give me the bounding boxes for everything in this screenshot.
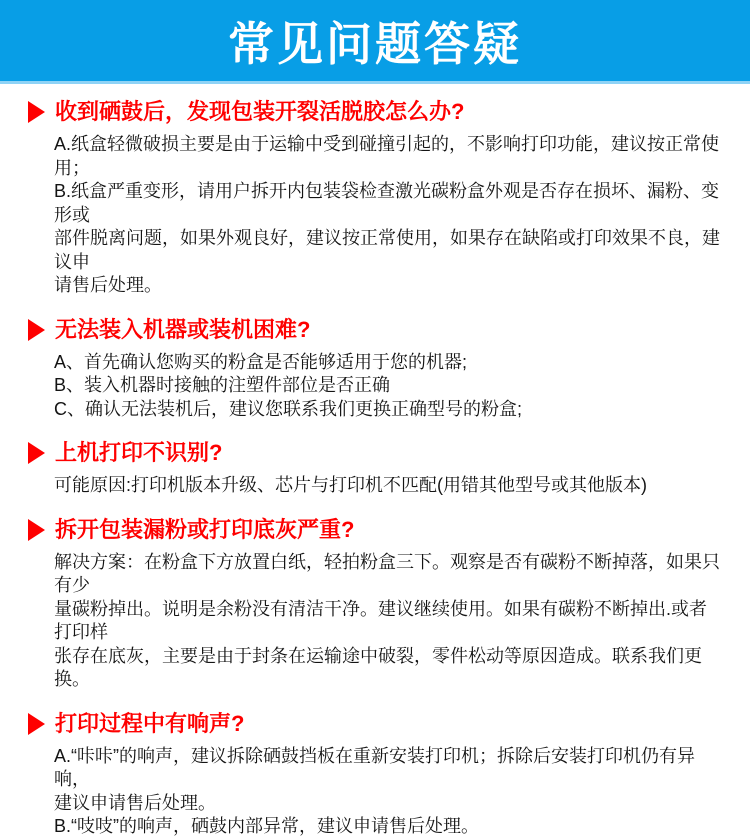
faq-question: 收到硒鼓后，发现包装开裂活脱胶怎么办? — [55, 99, 465, 124]
faq-answer-line: C、确认无法装机后，建议您联系我们更换正确型号的粉盒; — [54, 398, 522, 419]
faq-answer — [28, 551, 724, 692]
faq-answer — [28, 351, 724, 422]
faq-section — [28, 441, 724, 498]
faq-answer-line: 建议申请售后处理。 — [54, 792, 216, 813]
arrow-right-icon — [28, 442, 45, 464]
faq-answer-line: A、首先确认您购买的粉盒是否能够适用于您的机器; — [54, 351, 468, 372]
faq-answer-line: 张存在底灰，主要是由于封条在运输途中破裂，零件松动等原因造成。联系我们更换。 — [54, 645, 702, 689]
faq-answer-line: A.“咔咔”的响声，建议拆除硒鼓挡板在重新安装打印机；拆除后安装打印机仍有异响， — [54, 745, 695, 789]
faq-question: 上机打印不识别? — [55, 440, 223, 465]
arrow-right-icon — [28, 319, 45, 341]
faq-answer-line: A.纸盒轻微破损主要是由于运输中受到碰撞引起的，不影响打印功能，建议按正常使用； — [54, 134, 720, 178]
faq-answer-line: 请售后处理。 — [54, 275, 162, 295]
faq-section — [28, 100, 724, 298]
faq-answer-line: 量碳粉掉出。说明是余粉没有清洁干净。建议继续使用。如果有碳粉不断掉出.或者打印样 — [54, 598, 707, 642]
arrow-right-icon — [28, 713, 45, 735]
faq-question-row — [28, 518, 724, 542]
faq-answer-line: 解决方案：在粉盒下方放置白纸，轻拍粉盒三下。观察是否有碳粉不断掉落，如果只有少 — [54, 551, 720, 595]
faq-question-row — [28, 100, 724, 124]
faq-content — [0, 84, 750, 839]
faq-question-row — [28, 318, 724, 342]
faq-answer — [28, 133, 724, 298]
faq-answer-line: 部件脱离问题，如果外观良好，建议按正常使用，如果存在缺陷或打印效果不良，建议申 — [54, 228, 720, 272]
faq-answer-line: 可能原因:打印机版本升级、芯片与打印机不匹配(用错其他型号或其他版本) — [54, 475, 647, 495]
faq-question: 打印过程中有响声? — [55, 710, 245, 736]
faq-section — [28, 518, 724, 692]
faq-section — [28, 318, 724, 422]
arrow-right-icon — [28, 519, 45, 541]
faq-answer — [28, 745, 724, 839]
faq-question-row — [28, 712, 724, 736]
faq-question: 拆开包装漏粉或打印底灰严重? — [55, 516, 355, 542]
faq-answer — [28, 474, 724, 498]
header-banner — [0, 0, 750, 84]
faq-answer-line: B.“吱吱”的响声，硒鼓内部异常，建议申请售后处理。 — [54, 816, 479, 836]
faq-answer-line: B、装入机器时接触的注塑件部位是否正确 — [54, 375, 391, 395]
arrow-right-icon — [28, 101, 45, 123]
faq-section — [28, 712, 724, 839]
faq-question: 无法装入机器或装机困难? — [55, 316, 311, 342]
page-title: 常见问题答疑 — [228, 17, 522, 70]
faq-answer-line: B.纸盒严重变形，请用户拆开内包装袋检查激光碳粉盒外观是否存在损坏、漏粉、变形或 — [54, 181, 720, 225]
faq-question-row — [28, 441, 724, 465]
